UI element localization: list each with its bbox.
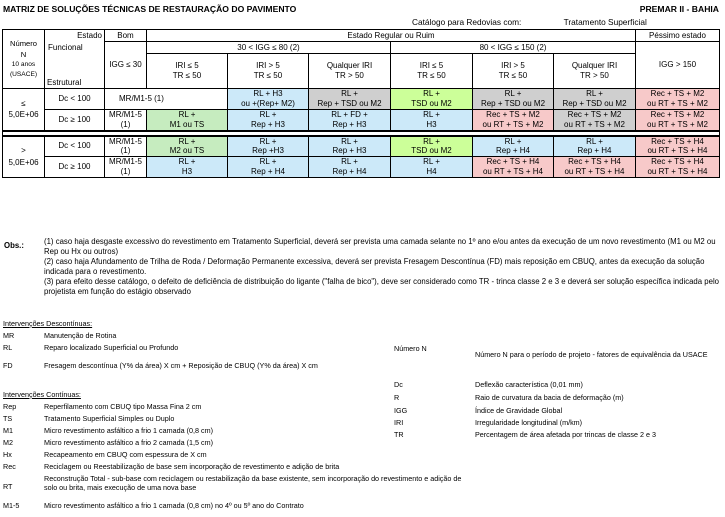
legend: [0, 320, 725, 517]
legend-value: Tratamento Superficial Simples ou Duplo: [44, 414, 175, 423]
solution-cell: RL + Rep + H4: [228, 157, 309, 178]
bom-cell: MR/M1-5 (1): [105, 136, 147, 157]
dc-label: Dc ≥ 100: [45, 157, 105, 178]
catalog-label: Catálogo para Redovias com:: [412, 17, 522, 27]
legend-value: Número N para o período de projeto - fatores de equivalência da USACE: [475, 350, 708, 359]
igg-pessimo-header: IGG > 150: [636, 42, 720, 89]
pessimo-header: Péssimo estado: [636, 30, 720, 42]
solution-cell: RL + H3: [147, 157, 228, 178]
solution-cell: RL + Rep + H3: [228, 110, 309, 131]
funcional-header: Funcional: [48, 42, 83, 52]
obs-item: (2) caso haja Afundamento de Trilha de Roda / Deformação Permanente excessiva, deverá ser prevista Fresagem Descontínua (FD) mais reposição em CBUQ, antes da execução da solução indicada para o revestimento.: [44, 256, 705, 276]
continuous-title: Intervenções Contínuas:: [3, 390, 81, 399]
solution-cell: RL + M1 ou TS: [147, 110, 228, 131]
solution-cell: Rec + TS + M2 ou RT + TS + M2: [554, 110, 636, 131]
legend-value: Micro revestimento asfáltico a frio 1 camada (0,8 cm) no 4º ou 5º ano do Contrato: [44, 501, 304, 510]
n-group-le: ≤ 5,0E+06: [3, 89, 45, 131]
legend-value: Reconstrução Total - sub-base com reciclagem ou restabilização da base existente, sem incorporação do revestimento e adição de solo ou brita, mais execução de uma nova base: [44, 474, 462, 492]
usace-label: (USACE): [9, 71, 38, 78]
sub-header: IRI ≤ 5 TR ≤ 50: [147, 54, 228, 89]
legend-key: TR: [394, 430, 404, 439]
estrutural-header: Estrutural: [45, 78, 105, 89]
solution-cell: Rec + TS + M2 ou RT + TS + M2: [636, 110, 720, 131]
solution-cell: RL + TSD ou M2: [391, 136, 473, 157]
solution-cell: RL + TSD ou M2: [391, 89, 473, 110]
igg-bom-header: IGG ≤ 30: [105, 42, 147, 89]
legend-key: RT: [3, 482, 13, 491]
legend-value: Micro revestimento asfáltico a frio 2 camada (1,5 cm): [44, 438, 213, 447]
legend-key: Rep: [3, 402, 17, 411]
legend-key: R: [394, 393, 400, 402]
legend-value: Percentagem de área afetada por trincas de classe 2 e 3: [475, 430, 656, 439]
legend-key: M1: [3, 426, 13, 435]
sub-header: Qualquer IRI TR > 50: [554, 54, 636, 89]
legend-key: Dc: [394, 380, 403, 389]
legend-value: Micro revestimento asfáltico a frio 1 camada (0,8 cm): [44, 426, 213, 435]
solution-cell: RL + H4: [391, 157, 473, 178]
solution-cell: RL + H3: [391, 110, 473, 131]
bom-header: Bom: [105, 30, 147, 42]
solution-cell: RL + Rep + TSD ou M2: [309, 89, 391, 110]
catalog-value: Tratamento Superficial: [563, 17, 647, 27]
solution-cell: Rec + TS + H4 ou RT + TS + H4: [554, 157, 636, 178]
legend-key: TS: [3, 414, 13, 423]
legend-value: Manutenção de Rotina: [44, 331, 117, 340]
obs-label: Obs.:: [4, 241, 24, 250]
solution-cell: Rec + TS + H4 ou RT + TS + H4: [636, 136, 720, 157]
legend-value: Reparo localizado Superficial ou Profundo: [44, 343, 179, 352]
obs-list: [44, 237, 720, 297]
solution-cell: RL + Rep +H3: [228, 136, 309, 157]
numero-label: Número: [9, 39, 37, 49]
sub-header: IRI ≤ 5 TR ≤ 50: [391, 54, 473, 89]
legend-key: MR: [3, 331, 15, 340]
solution-cell: Rec + TS + H4 ou RT + TS + H4: [473, 157, 554, 178]
legend-key: M2: [3, 438, 13, 447]
solution-cell: RL + Rep + TSD ou M2: [473, 89, 554, 110]
legend-key: IRI: [394, 418, 404, 427]
solutions-matrix: [2, 29, 720, 178]
regular-header: Estado Regular ou Ruim: [147, 30, 636, 42]
legend-key: FD: [3, 361, 13, 370]
legend-value: Deflexão característica (0,01 mm): [475, 380, 583, 389]
legend-key: IGG: [394, 406, 408, 415]
organization-label: PREMAR II - BAHIA: [639, 4, 719, 14]
legend-value: Fresagem descontínua (Y% da área) X cm + Reposição de CBUQ (Y% da área) X cm: [44, 361, 318, 370]
obs-item: (3) para efeito desse catálogo, o defeito de deficiência de distribuição do ligante ("falha de bico"), deve ser considerado como TR - trinca classe 2 e 3 e deverá ser solução específica indicada pelo projetista em função do estágio observado: [44, 276, 720, 296]
sub-header: Qualquer IRI TR > 50: [309, 54, 391, 89]
sub-header: IRI > 5 TR ≤ 50: [228, 54, 309, 89]
solution-cell: Rec + TS + M2 ou RT + TS + M2: [636, 89, 720, 110]
group2-header: 80 < IGG ≤ 150 (2): [391, 42, 636, 54]
legend-key: Rec: [3, 462, 16, 471]
page-title: MATRIZ DE SOLUÇÕES TÉCNICAS DE RESTAURAÇÃO DO PAVIMENTO: [3, 4, 297, 14]
solution-cell: RL + Rep + H4: [309, 157, 391, 178]
solution-cell: RL + M2 ou TS: [147, 136, 228, 157]
solution-cell: RL + Rep + H4: [554, 136, 636, 157]
bom-cell: MR/M1-5 (1): [105, 110, 147, 131]
solution-cell: RL + H3 ou +(Rep+ M2): [228, 89, 309, 110]
legend-key: Número N: [394, 344, 427, 353]
n-label: N: [20, 50, 27, 60]
bom-cell: MR/M1-5 (1): [105, 89, 228, 110]
obs-item: (1) caso haja desgaste excessivo do revestimento em Tratamento Superficial, deverá ser prevista uma camada selante no 1º ano e/ou antes da execução de um novo revestimento (M1 ou M2 ou Rep ou Hx ou outros): [44, 237, 716, 256]
dc-label: Dc < 100: [45, 89, 105, 110]
legend-key: RL: [3, 343, 13, 352]
solution-cell: RL + FD + Rep + H3: [309, 110, 391, 131]
legend-value: Índice de Gravidade Global: [475, 406, 563, 415]
discontinuous-title: Intervenções Descontínuas:: [3, 319, 93, 328]
group1-header: 30 < IGG ≤ 80 (2): [147, 42, 391, 54]
n-group-gt: > 5,0E+06: [3, 136, 45, 178]
legend-value: Reperfilamento com CBUQ tipo Massa Fina 2 cm: [44, 402, 202, 411]
dc-label: Dc ≥ 100: [45, 110, 105, 131]
solution-cell: Rec + TS + H4 ou RT + TS + H4: [636, 157, 720, 178]
legend-value: Irregularidade longitudinal (m/km): [475, 418, 583, 427]
estado-header: Estado: [45, 30, 105, 42]
legend-key: Hx: [3, 450, 12, 459]
legend-value: Raio de curvatura da bacia de deformação (m): [475, 393, 624, 402]
legend-value: Reciclagem ou Reestabilização de base sem incorporação de revestimento e adição de brita: [44, 462, 340, 471]
bom-cell: MR/M1-5 (1): [105, 157, 147, 178]
solution-cell: RL + Rep + H3: [309, 136, 391, 157]
legend-value: Recapeamento em CBUQ com espessura de X cm: [44, 450, 207, 459]
solution-cell: RL + Rep + TSD ou M2: [554, 89, 636, 110]
dc-label: Dc < 100: [45, 136, 105, 157]
numero-n-header: [3, 30, 45, 89]
solution-cell: Rec + TS + M2 ou RT + TS + M2: [473, 110, 554, 131]
solution-cell: RL + Rep + H4: [473, 136, 554, 157]
ten-years-label: 10 anos: [11, 61, 36, 69]
sub-header: IRI > 5 TR ≤ 50: [473, 54, 554, 89]
legend-key: M1-5: [3, 501, 20, 510]
catalog-line: [412, 17, 647, 27]
